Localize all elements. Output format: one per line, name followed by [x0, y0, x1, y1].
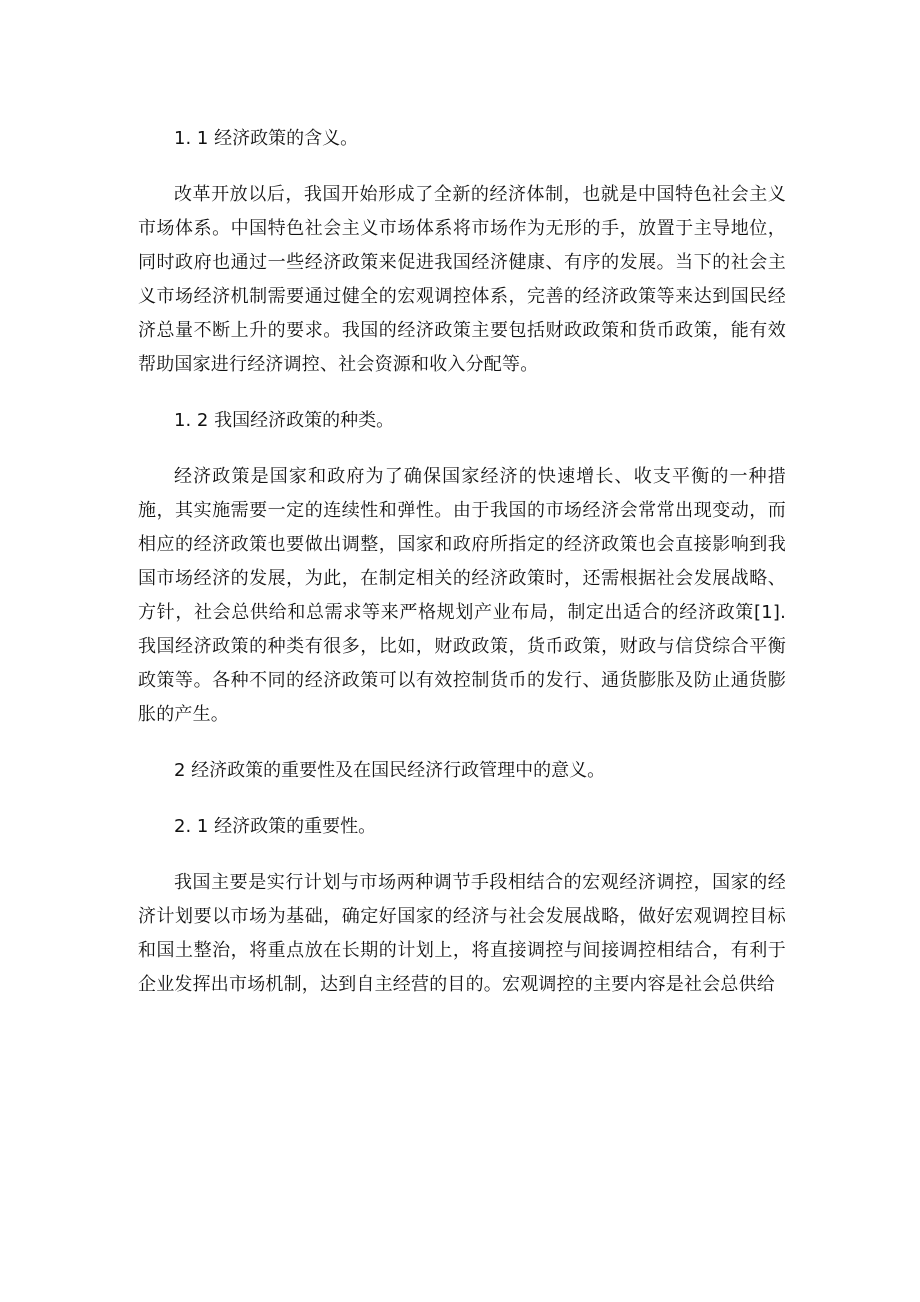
document-body: [138, 122, 786, 1024]
paragraph-2-1: 我国主要是实行计划与市场两种调节手段相结合的宏观经济调控，国家的经济计划要以市场为基础，确定好国家的经济与社会发展战略，做好宏观调控目标和国土整治，将重点放在长期的计划上，将直接调控与间接调控相结合，有利于企业发挥出市场机制，达到自主经营的目的。宏观调控的主要内容是社会总供给: [138, 872, 786, 995]
paragraph-1-2: 经济政策是国家和政府为了确保国家经济的快速增长、收支平衡的一种措施，其实施需要一定的连续性和弹性。由于我国的市场经济会常常出现变动，而相应的经济政策也要做出调整，国家和政府所指定的经济政策也会直接影响到我国市场经济的发展，为此，在制定相关的经济政策时，还需根据社会发展战略、方针，社会总供给和总需求等来严格规划产业布局，制定出适合的经济政策[1].我国经济政策的种类有很多，比如，财政政策，货币政策，财政与信贷综合平衡政策等。各种不同的经济政策可以有效控制货币的发行、通货膨胀及防止通货膨胀的产生。: [138, 466, 786, 725]
section-heading-2-1: 2. 1 经济政策的重要性。: [174, 816, 377, 837]
section-heading-2: 2 经济政策的重要性及在国民经济行政管理中的意义。: [174, 760, 606, 781]
section-heading-1-2: 1. 2 我国经济政策的种类。: [174, 410, 395, 431]
section-heading-1-1: 1. 1 经济政策的含义。: [174, 128, 359, 149]
paragraph-1-1: 改革开放以后，我国开始形成了全新的经济体制，也就是中国特色社会主义市场体系。中国特色社会主义市场体系将市场作为无形的手，放置于主导地位，同时政府也通过一些经济政策来促进我国经济健康、有序的发展。当下的社会主义市场经济机制需要通过健全的宏观调控体系，完善的经济政策等来达到国民经济总量不断上升的要求。我国的经济政策主要包括财政政策和货币政策，能有效帮助国家进行经济调控、社会资源和收入分配等。: [138, 184, 786, 375]
